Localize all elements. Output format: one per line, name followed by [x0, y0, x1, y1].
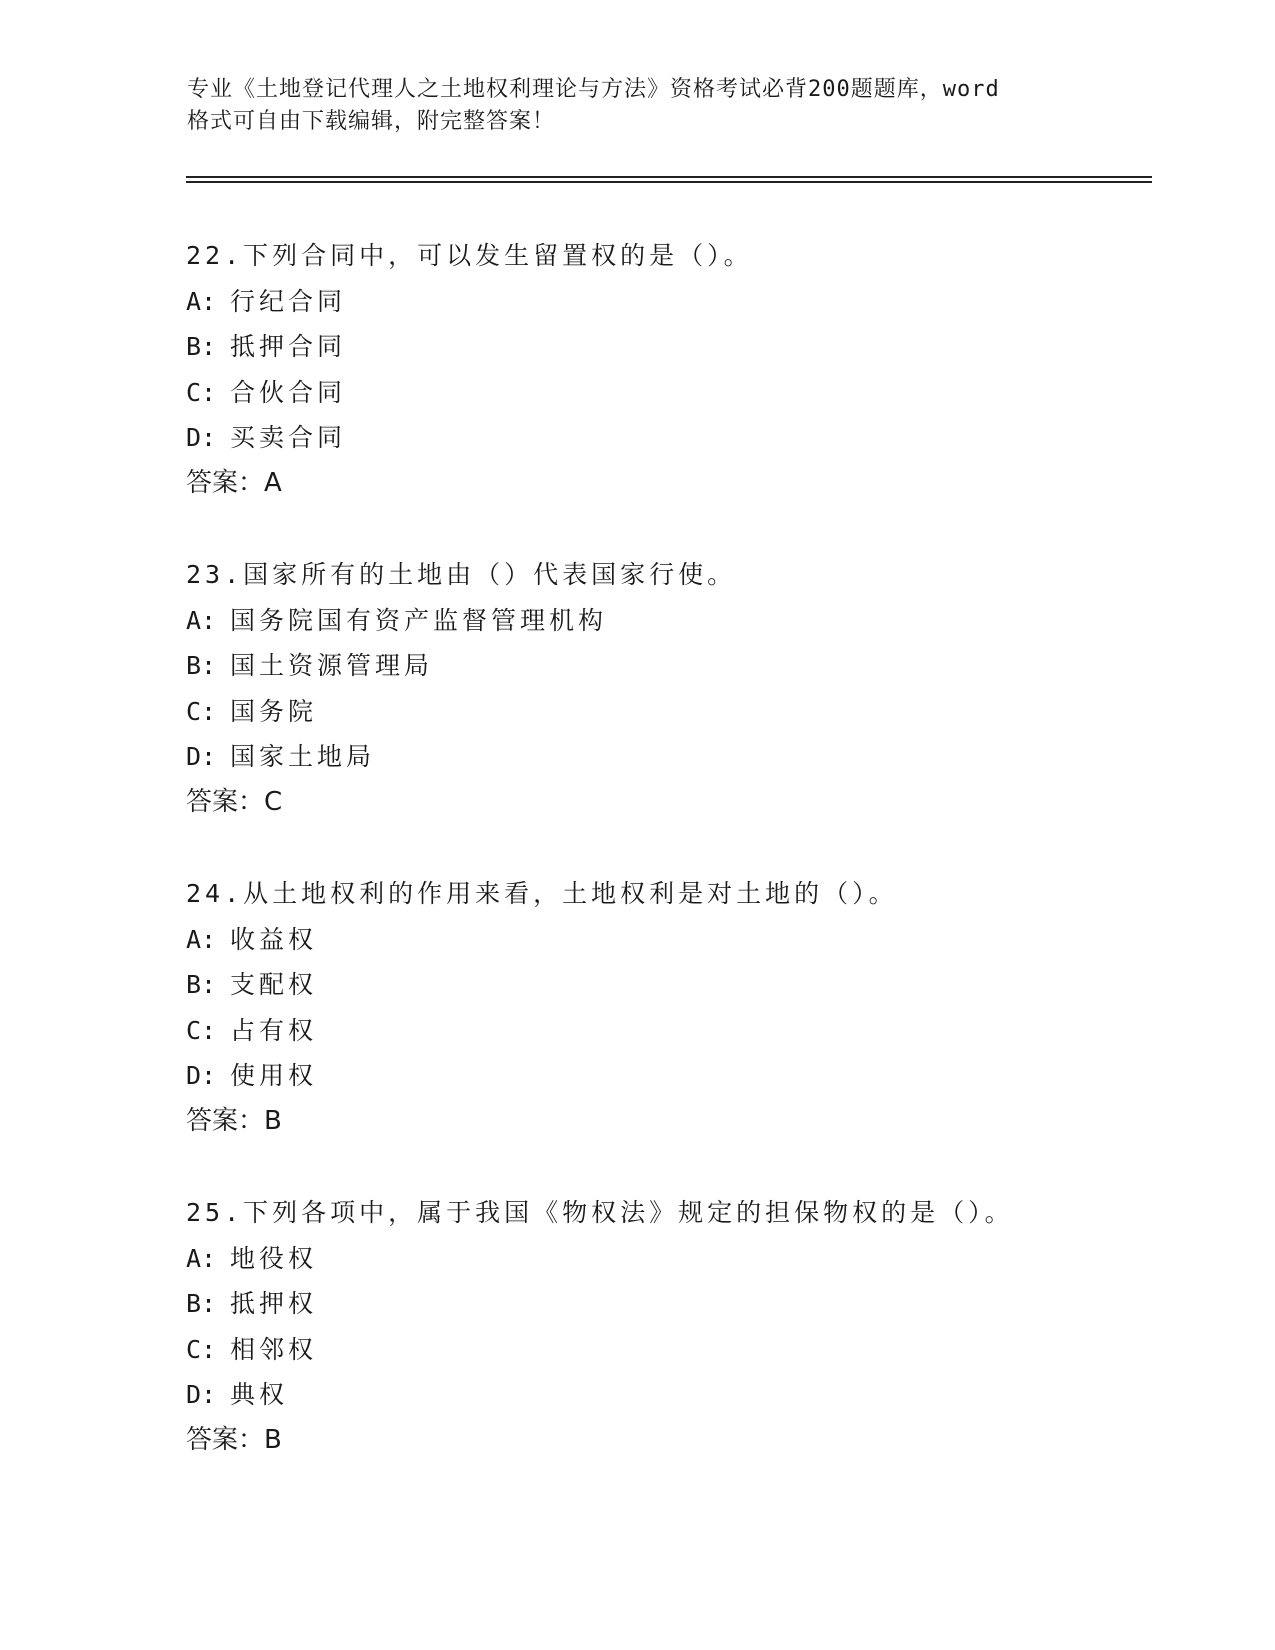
- option-text: 国务院国有资产监督管理机构: [230, 605, 608, 635]
- answer-label: 答案：: [186, 786, 265, 817]
- option-text: 相邻权: [230, 1334, 318, 1364]
- option-text: 使用权: [230, 1061, 318, 1090]
- option-text: 买卖合同: [230, 423, 347, 452]
- option-d: [186, 415, 1136, 461]
- option-letter: B:: [186, 1289, 217, 1318]
- option-text: 收益权: [230, 924, 318, 954]
- option-letter: C:: [186, 1015, 217, 1045]
- question-24: [186, 871, 1136, 1144]
- option-text: 抵押权: [230, 1289, 318, 1318]
- answer-value: A: [264, 467, 282, 498]
- option-letter: A:: [186, 924, 217, 954]
- option-letter: D:: [186, 1380, 217, 1409]
- header-line-1: 专业《土地登记代理人之土地权利理论与方法》资格考试必背200题题库，word: [187, 77, 1000, 102]
- question-stem: 24.从土地权利的作用来看，土地权利是对土地的（）。: [186, 879, 898, 908]
- option-letter: C:: [186, 696, 217, 726]
- answer-line: [186, 780, 1136, 826]
- option-text: 国务院: [230, 696, 318, 726]
- option-letter: C:: [186, 1334, 217, 1364]
- option-text: 行纪合同: [230, 286, 347, 316]
- option-text: 占有权: [230, 1015, 318, 1045]
- answer-line: [186, 461, 1136, 507]
- question-22: [186, 233, 1136, 506]
- question-stem: 23.国家所有的土地由（）代表国家行使。: [186, 560, 737, 589]
- option-a: [186, 598, 1136, 644]
- option-text: 国土资源管理局: [230, 651, 434, 680]
- question-stem: 25.下列各项中，属于我国《物权法》规定的担保物权的是（）。: [186, 1198, 1014, 1227]
- question-stem: 22.下列合同中，可以发生留置权的是（）。: [186, 241, 753, 270]
- option-letter: D:: [186, 742, 217, 771]
- question-23: [186, 552, 1136, 825]
- option-a: [186, 1236, 1136, 1282]
- option-letter: B:: [186, 651, 217, 680]
- option-d: [186, 1372, 1136, 1418]
- header-divider-top: [186, 176, 1152, 178]
- document-header: [187, 74, 1067, 138]
- option-c: [186, 1327, 1136, 1373]
- option-text: 合伙合同: [230, 377, 347, 407]
- option-b: [186, 962, 1136, 1008]
- option-letter: D:: [186, 1061, 217, 1090]
- option-b: [186, 1281, 1136, 1327]
- option-letter: D:: [186, 423, 217, 452]
- answer-value: B: [264, 1105, 282, 1136]
- option-b: [186, 324, 1136, 370]
- answer-label: 答案：: [186, 467, 265, 498]
- option-text: 国家土地局: [230, 742, 376, 771]
- answer-line: [186, 1418, 1136, 1464]
- option-c: [186, 370, 1136, 416]
- option-b: [186, 643, 1136, 689]
- option-letter: C:: [186, 377, 217, 407]
- option-a: [186, 279, 1136, 325]
- answer-value: C: [264, 786, 283, 817]
- option-letter: A:: [186, 286, 217, 316]
- answer-value: B: [264, 1424, 282, 1455]
- question-25: [186, 1190, 1136, 1463]
- header-line-2: 格式可自由下载编辑，附完整答案！: [187, 109, 556, 134]
- option-letter: B:: [186, 970, 217, 999]
- option-c: [186, 689, 1136, 735]
- option-letter: A:: [186, 605, 217, 635]
- option-text: 典权: [230, 1380, 289, 1409]
- answer-line: [186, 1099, 1136, 1145]
- option-letter: B:: [186, 332, 217, 361]
- option-d: [186, 1053, 1136, 1099]
- header-divider-bottom: [186, 181, 1152, 183]
- option-text: 抵押合同: [230, 332, 347, 361]
- option-a: [186, 917, 1136, 963]
- option-d: [186, 734, 1136, 780]
- answer-label: 答案：: [186, 1424, 265, 1455]
- option-text: 支配权: [230, 970, 318, 999]
- answer-label: 答案：: [186, 1105, 265, 1136]
- option-text: 地役权: [230, 1243, 318, 1273]
- option-c: [186, 1008, 1136, 1054]
- option-letter: A:: [186, 1243, 217, 1273]
